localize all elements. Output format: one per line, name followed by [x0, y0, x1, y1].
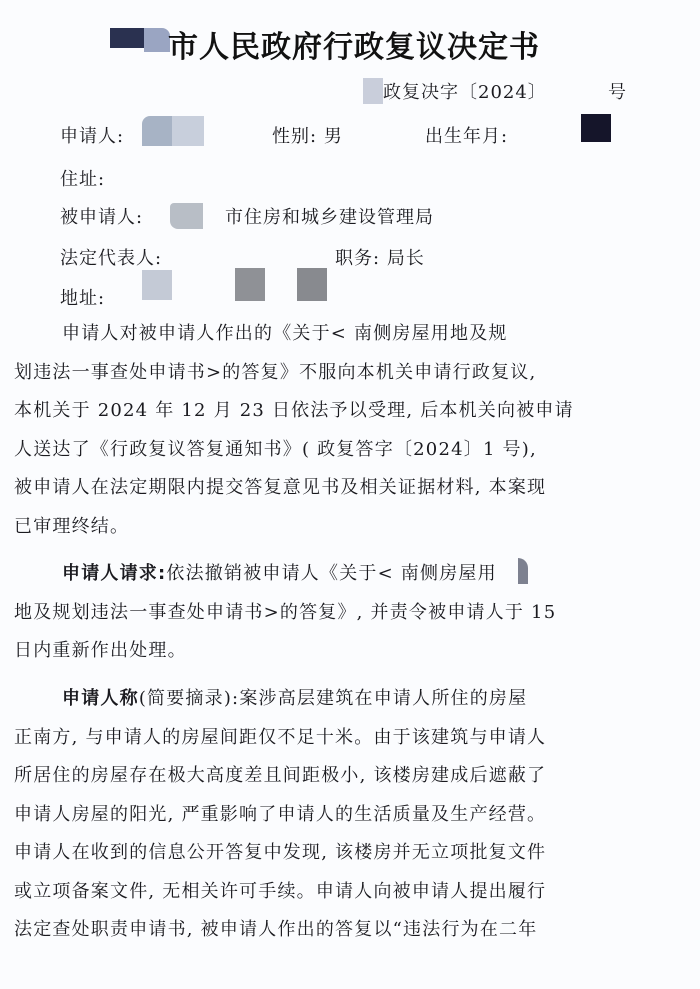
birth-label: 出生年月:	[425, 126, 509, 147]
request-line: 依法撤销被申请人《关于< 南侧房屋用	[166, 563, 497, 584]
position-field	[335, 244, 425, 270]
document-number-suffix: 号	[608, 82, 627, 103]
gender-value: 男	[323, 126, 343, 147]
claim-line: 法定查处职责申请书, 被申请人作出的答复以“违法行为在二年	[14, 919, 538, 940]
request-paragraph	[14, 555, 674, 671]
claim-label: 申请人称	[62, 688, 139, 709]
respondent-name: 市住房和城乡建设管理局	[225, 207, 434, 228]
redaction-block	[172, 116, 204, 146]
applicant-label: 申请人:	[60, 126, 125, 147]
redaction-block	[297, 268, 327, 301]
document-title: 市人民政府行政复议决定书	[168, 30, 540, 65]
position-value: 局长	[386, 248, 425, 269]
claim-line: 申请人房屋的阳光, 严重影响了申请人的生活质量及生产经营。	[14, 803, 547, 825]
claim-line: 所居住的房屋存在极大高度差且间距极小, 该楼房建成后遮蔽了	[14, 765, 547, 786]
intro-line: 被申请人在法定期限内提交答复意见书及相关证据材料, 本案现	[14, 477, 547, 498]
intro-line: 申请人对被申请人作出的《关于< 南侧房屋用地及规	[62, 323, 508, 344]
redaction-block	[110, 28, 144, 48]
claim-line: 或立项备案文件, 无相关许可手续。申请人向被申请人提出履行	[14, 880, 547, 902]
redaction-block	[235, 268, 265, 301]
redaction-block	[581, 114, 611, 142]
request-line: 地及规划违法一事查处申请书>的答复》, 并责令被申请人于 15	[14, 601, 557, 623]
document-number	[383, 78, 627, 104]
redaction-block	[142, 116, 172, 146]
intro-line: 本机关于 2024 年 12 月 23 日依法予以受理, 后本机关向被申请	[14, 400, 574, 421]
address-label: 住址:	[60, 169, 106, 190]
redaction-block	[363, 78, 383, 104]
legal-rep-label: 法定代表人:	[60, 248, 163, 269]
gender-label-text: 性别:	[272, 126, 318, 147]
position-label: 职务:	[335, 248, 381, 269]
redaction-block	[142, 270, 172, 300]
intro-line: 划违法一事查处申请书>的答复》不服向本机关申请行政复议,	[14, 361, 537, 383]
intro-line: 已审理终结。	[14, 515, 130, 537]
respondent-address-label: 地址:	[60, 288, 106, 309]
request-line: 日内重新作出处理。	[14, 640, 187, 661]
intro-paragraph	[14, 315, 674, 546]
gender-label	[272, 122, 343, 148]
claim-line: 案涉高层建筑在申请人所住的房屋	[239, 688, 528, 709]
redaction-block	[170, 203, 203, 229]
claim-line: 正南方, 与申请人的房屋间距仅不足十米。由于该建筑与申请人	[14, 726, 547, 748]
respondent-label: 被申请人:	[60, 207, 144, 228]
intro-line: 人送达了《行政复议答复通知书》( 政复答字〔2024〕1 号),	[14, 438, 537, 460]
document-number-text: 政复决字〔2024〕	[383, 82, 547, 103]
claim-paragraph	[14, 680, 674, 950]
claim-line: 申请人在收到的信息公开答复中发现, 该楼房并无立项批复文件	[14, 842, 547, 863]
redaction-block	[144, 28, 170, 52]
request-label: 申请人请求:	[62, 563, 167, 584]
claim-label-note: (简要摘录):	[138, 688, 240, 709]
